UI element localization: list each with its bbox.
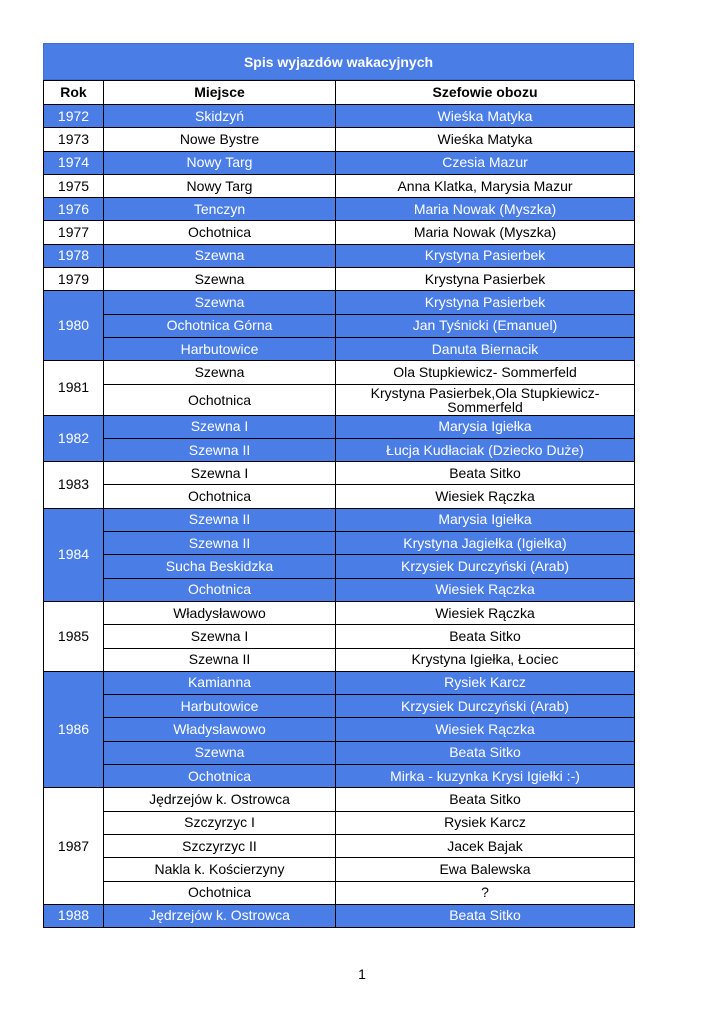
year-cell: 1975: [44, 174, 104, 197]
table-row: [44, 834, 635, 857]
year-cell: 1974: [44, 151, 104, 174]
table-row: [44, 811, 635, 834]
leaders-cell: Beata Sitko: [336, 741, 635, 764]
place-cell: Szewna II: [104, 508, 336, 531]
table-title: Spis wyjazdów wakacyjnych: [43, 43, 634, 80]
leaders-cell: Jacek Bajak: [336, 834, 635, 857]
leaders-cell: Wieśka Matyka: [336, 105, 635, 128]
table-row: [44, 291, 635, 314]
leaders-cell: ?: [336, 881, 635, 904]
leaders-cell: Beata Sitko: [336, 625, 635, 648]
table-row: [44, 765, 635, 788]
leaders-cell: Beata Sitko: [336, 904, 635, 927]
table-row: [44, 508, 635, 531]
place-cell: Szewna: [104, 291, 336, 314]
table-row: [44, 625, 635, 648]
year-cell: 1985: [44, 601, 104, 671]
table-row: [44, 438, 635, 461]
table-row: [44, 384, 635, 415]
place-cell: Ochotnica: [104, 578, 336, 601]
table-row: [44, 718, 635, 741]
place-cell: Skidzyń: [104, 105, 336, 128]
place-cell: Nowy Targ: [104, 151, 336, 174]
table-row: [44, 858, 635, 881]
leaders-cell: Krystyna Pasierbek: [336, 291, 635, 314]
leaders-cell: Krzysiek Durczyński (Arab): [336, 695, 635, 718]
place-cell: Sucha Beskidzka: [104, 555, 336, 578]
place-cell: Harbutowice: [104, 337, 336, 360]
table-row: [44, 314, 635, 337]
table-row: [44, 337, 635, 360]
header-year: Rok: [44, 81, 104, 105]
leaders-cell: Maria Nowak (Myszka): [336, 198, 635, 221]
year-cell: 1987: [44, 788, 104, 904]
leaders-cell: Beata Sitko: [336, 788, 635, 811]
table-row: [44, 904, 635, 927]
leaders-cell: Ewa Balewska: [336, 858, 635, 881]
header-leaders: Szefowie obozu: [336, 81, 635, 105]
leaders-cell: Czesia Mazur: [336, 151, 635, 174]
year-cell: 1981: [44, 361, 104, 415]
table-row: [44, 268, 635, 291]
place-cell: Ochotnica: [104, 485, 336, 508]
place-cell: Szewna I: [104, 462, 336, 485]
place-cell: Harbutowice: [104, 695, 336, 718]
year-cell: 1973: [44, 128, 104, 151]
leaders-cell: Krystyna Pasierbek,Ola Stupkiewicz-Sommerfeld: [336, 384, 635, 415]
table-row: [44, 881, 635, 904]
leaders-cell: Maria Nowak (Myszka): [336, 221, 635, 244]
leaders-cell: Wiesiek Rączka: [336, 601, 635, 624]
place-cell: Tenczyn: [104, 198, 336, 221]
table-row: [44, 221, 635, 244]
leaders-cell: Krystyna Pasierbek: [336, 268, 635, 291]
place-cell: Szewna II: [104, 648, 336, 671]
table-row: [44, 532, 635, 555]
year-cell: 1977: [44, 221, 104, 244]
table-row: [44, 151, 635, 174]
leaders-cell: Rysiek Karcz: [336, 671, 635, 694]
leaders-cell: Krzysiek Durczyński (Arab): [336, 555, 635, 578]
header-row: [44, 81, 635, 105]
table-row: [44, 671, 635, 694]
leaders-cell: Marysia Igiełka: [336, 415, 635, 438]
place-cell: Jędrzejów k. Ostrowca: [104, 788, 336, 811]
place-cell: Szewna: [104, 244, 336, 267]
leaders-cell: Łucja Kudłaciak (Dziecko Duże): [336, 438, 635, 461]
leaders-cell: Danuta Biernacik: [336, 337, 635, 360]
place-cell: Jędrzejów k. Ostrowca: [104, 904, 336, 927]
leaders-cell: Krystyna Igiełka, Łociec: [336, 648, 635, 671]
year-cell: 1986: [44, 671, 104, 787]
trips-sheet: [43, 43, 634, 928]
table-row: [44, 174, 635, 197]
leaders-cell: Wieśka Matyka: [336, 128, 635, 151]
leaders-cell: Wiesiek Rączka: [336, 578, 635, 601]
place-cell: Szewna I: [104, 415, 336, 438]
place-cell: Ochotnica: [104, 765, 336, 788]
leaders-cell: Mirka - kuzynka Krysi Igiełki :-): [336, 765, 635, 788]
table-body: [44, 105, 635, 928]
trips-table: [43, 80, 635, 928]
leaders-cell: Rysiek Karcz: [336, 811, 635, 834]
place-cell: Władysławowo: [104, 601, 336, 624]
leaders-cell: Ola Stupkiewicz- Sommerfeld: [336, 361, 635, 384]
leaders-cell: Krystyna Jagiełka (Igiełka): [336, 532, 635, 555]
year-cell: 1980: [44, 291, 104, 361]
place-cell: Ochotnica: [104, 221, 336, 244]
table-row: [44, 462, 635, 485]
place-cell: Szewna: [104, 361, 336, 384]
year-cell: 1984: [44, 508, 104, 601]
place-cell: Szewna II: [104, 532, 336, 555]
table-row: [44, 415, 635, 438]
table-row: [44, 105, 635, 128]
table-row: [44, 555, 635, 578]
place-cell: Władysławowo: [104, 718, 336, 741]
table-row: [44, 361, 635, 384]
place-cell: Ochotnica: [104, 881, 336, 904]
table-row: [44, 648, 635, 671]
table-row: [44, 198, 635, 221]
year-cell: 1982: [44, 415, 104, 462]
leaders-cell: Marysia Igiełka: [336, 508, 635, 531]
table-row: [44, 578, 635, 601]
place-cell: Kamianna: [104, 671, 336, 694]
year-cell: 1979: [44, 268, 104, 291]
table-row: [44, 244, 635, 267]
year-cell: 1976: [44, 198, 104, 221]
table-row: [44, 601, 635, 624]
place-cell: Ochotnica: [104, 384, 336, 415]
header-place: Miejsce: [104, 81, 336, 105]
place-cell: Szewna: [104, 741, 336, 764]
leaders-cell: Wiesiek Rączka: [336, 485, 635, 508]
year-cell: 1978: [44, 244, 104, 267]
place-cell: Ochotnica Górna: [104, 314, 336, 337]
place-cell: Szewna: [104, 268, 336, 291]
table-row: [44, 741, 635, 764]
leaders-cell: Anna Klatka, Marysia Mazur: [336, 174, 635, 197]
place-cell: Szczyrzyc II: [104, 834, 336, 857]
place-cell: Nowy Targ: [104, 174, 336, 197]
place-cell: Nowe Bystre: [104, 128, 336, 151]
table-row: [44, 695, 635, 718]
leaders-cell: Beata Sitko: [336, 462, 635, 485]
table-row: [44, 788, 635, 811]
place-cell: Szewna I: [104, 625, 336, 648]
place-cell: Szczyrzyc I: [104, 811, 336, 834]
year-cell: 1972: [44, 105, 104, 128]
table-row: [44, 128, 635, 151]
year-cell: 1983: [44, 462, 104, 509]
place-cell: Nakla k. Kościerzyny: [104, 858, 336, 881]
leaders-cell: Krystyna Pasierbek: [336, 244, 635, 267]
page-number: 1: [358, 966, 366, 982]
place-cell: Szewna II: [104, 438, 336, 461]
leaders-cell: Jan Tyśnicki (Emanuel): [336, 314, 635, 337]
leaders-cell: Wiesiek Rączka: [336, 718, 635, 741]
table-row: [44, 485, 635, 508]
year-cell: 1988: [44, 904, 104, 927]
